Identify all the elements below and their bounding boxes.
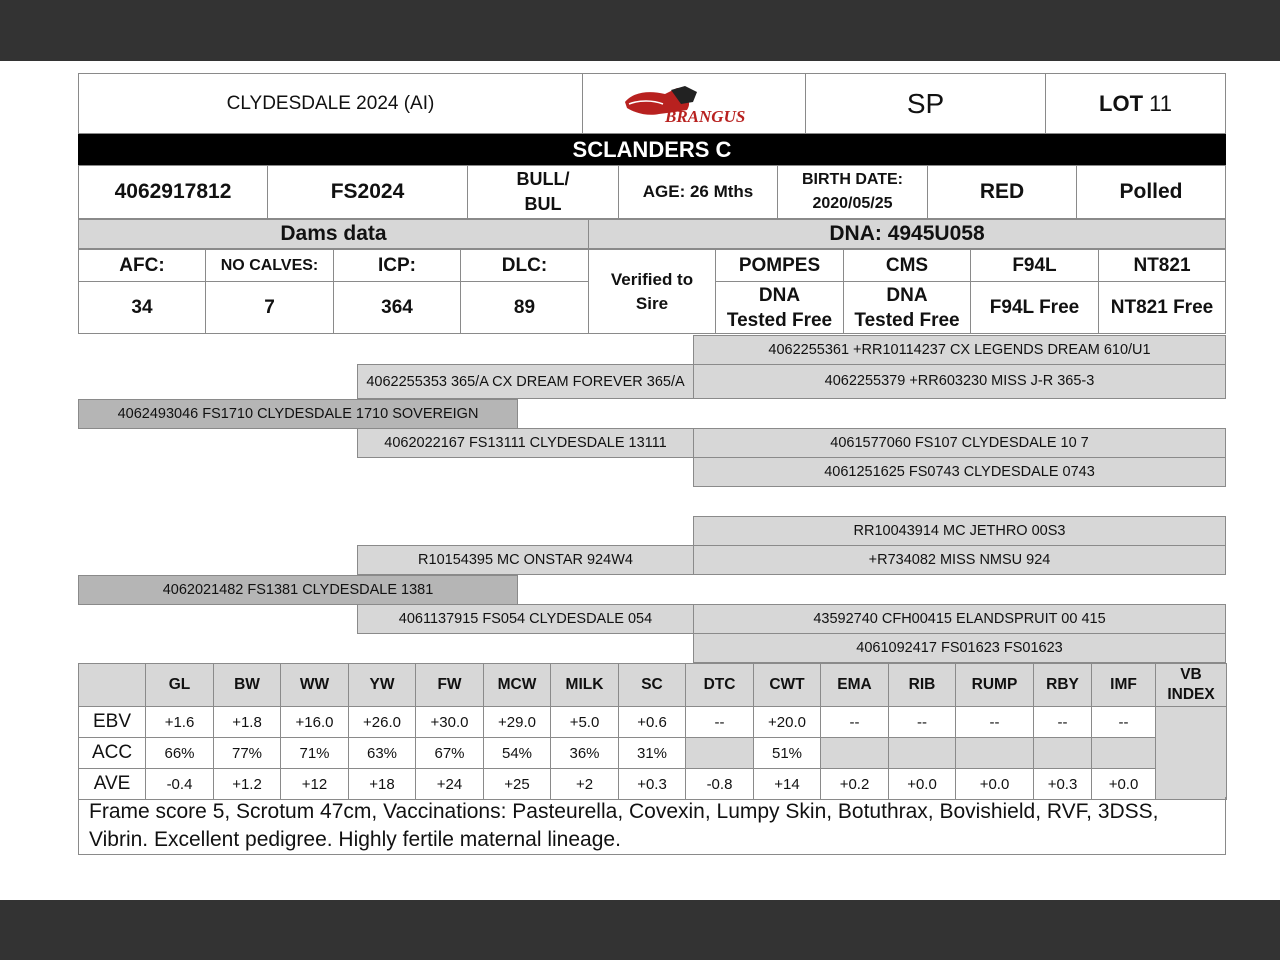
pedigree-dam-dam-dam: 4061092417 FS01623 FS01623 (693, 633, 1226, 663)
acc-cell-empty (1092, 738, 1156, 769)
ave-cell: +2 (551, 769, 619, 800)
ebv-column-header: DTC (686, 664, 754, 707)
nt821-header: NT821 (1098, 249, 1226, 282)
no-calves-value: 7 (205, 281, 334, 334)
ebv-column-header: CWT (754, 664, 821, 707)
nt821-result: NT821 Free (1098, 281, 1226, 334)
ebv-column-header: FW (416, 664, 484, 707)
icp-header: ICP: (333, 249, 461, 282)
pedigree-dam-dam-sire: 43592740 CFH00415 ELANDSPRUIT 00 415 (693, 604, 1226, 634)
acc-cell: 54% (484, 738, 551, 769)
ave-cell: +0.2 (821, 769, 889, 800)
vb-index-value (1156, 707, 1227, 800)
acc-cell: 63% (349, 738, 416, 769)
ebv-cell: +16.0 (281, 707, 349, 738)
ebv-column-header: MCW (484, 664, 551, 707)
ebv-cell: -- (1092, 707, 1156, 738)
ebv-column-header: RIB (889, 664, 956, 707)
pedigree-sire-dam: 4062022167 FS13111 CLYDESDALE 13111 (357, 428, 694, 458)
ave-cell: +0.0 (889, 769, 956, 800)
pedigree-dam-sire-dam: +R734082 MISS NMSU 924 (693, 545, 1226, 575)
ebv-column-header: RBY (1034, 664, 1092, 707)
birth-date: 2020/05/25 (812, 195, 893, 212)
ave-cell: +25 (484, 769, 551, 800)
acc-cell-empty (956, 738, 1034, 769)
ebv-header-row (79, 664, 1227, 707)
ebv-column-header: MILK (551, 664, 619, 707)
dlc-header: DLC: (460, 249, 589, 282)
afc-value: 34 (78, 281, 206, 334)
logo-text: BRANGUS (665, 106, 746, 126)
sex-line1: BULL/ (516, 169, 570, 189)
top-bar (0, 0, 1280, 61)
ebv-column-header: GL (146, 664, 214, 707)
dna-title: DNA: 4945U058 (588, 219, 1226, 249)
pompes-header: POMPES (715, 249, 844, 282)
ave-cell: +0.0 (1092, 769, 1156, 800)
ebv-column-header: IMF (1092, 664, 1156, 707)
row-label: ACC (79, 738, 146, 769)
ebv-cell: +20.0 (754, 707, 821, 738)
ebv-cell: -- (889, 707, 956, 738)
sex-line2: BUL (524, 194, 562, 214)
vb-index-line1: VB (1180, 666, 1202, 683)
acc-cell: 31% (619, 738, 686, 769)
pompes-result-line2: Tested Free (726, 309, 833, 331)
ebv-column-header: BW (214, 664, 281, 707)
cms-result-line1: DNA (886, 284, 928, 306)
afc-header: AFC: (78, 249, 206, 282)
age: AGE: 26 Mths (618, 165, 778, 219)
brangus-logo-icon (619, 80, 769, 128)
pompes-result-line1: DNA (758, 284, 801, 306)
ebv-column-header: SC (619, 664, 686, 707)
pompes-result (715, 281, 844, 334)
acc-cell: 71% (281, 738, 349, 769)
acc-cell-empty (686, 738, 754, 769)
ebv-cell: -- (821, 707, 889, 738)
ave-cell: +0.3 (1034, 769, 1092, 800)
ebv-column-header: RUMP (956, 664, 1034, 707)
ebv-column-header: WW (281, 664, 349, 707)
ebv-table (78, 663, 1227, 800)
pedigree-sire-sire: 4062255353 365/A CX DREAM FOREVER 365/A (357, 364, 694, 399)
verified-line1: Verified to (610, 269, 694, 289)
dlc-value: 89 (460, 281, 589, 334)
lot-cell (1045, 73, 1226, 134)
ebv-cell: +0.6 (619, 707, 686, 738)
pedigree-dam: 4062021482 FS1381 CLYDESDALE 1381 (78, 575, 518, 605)
ave-row (79, 769, 1227, 800)
herd-code: FS2024 (267, 165, 468, 219)
ebv-row (79, 707, 1227, 738)
ave-cell: -0.4 (146, 769, 214, 800)
ebv-cell: -- (956, 707, 1034, 738)
notes-text: Frame score 5, Scrotum 47cm, Vaccinations: Pasteurella, Covexin, Lumpy Skin, Botuthrax, Bovishield, RVF, 3DSS, Vibrin. Excellent pedigree. Highly fertile maternal lineage. (78, 797, 1226, 855)
sex-cell (467, 165, 619, 219)
verified-line2: Sire (635, 293, 669, 313)
f94l-header: F94L (970, 249, 1099, 282)
ebv-cell: -- (1034, 707, 1092, 738)
acc-cell: 67% (416, 738, 484, 769)
acc-cell: 77% (214, 738, 281, 769)
acc-cell: 36% (551, 738, 619, 769)
acc-cell: 51% (754, 738, 821, 769)
pedigree-dam-sire: R10154395 MC ONSTAR 924W4 (357, 545, 694, 575)
pedigree-sire-sire-sire: 4062255361 +RR10114237 CX LEGENDS DREAM 610/U1 (693, 335, 1226, 365)
ave-cell: -0.8 (686, 769, 754, 800)
ebv-cell: +26.0 (349, 707, 416, 738)
bottom-bar (0, 900, 1280, 960)
pedigree-sire-dam-sire: 4061577060 FS107 CLYDESDALE 10 7 (693, 428, 1226, 458)
ebv-cell: +30.0 (416, 707, 484, 738)
f94l-result: F94L Free (970, 281, 1099, 334)
vb-index-header (1156, 664, 1227, 707)
birth-date-label: BIRTH DATE: (801, 171, 904, 188)
colour: RED (927, 165, 1077, 219)
acc-row (79, 738, 1227, 769)
ebv-cell: +1.8 (214, 707, 281, 738)
ave-cell: +24 (416, 769, 484, 800)
ebv-cell: +1.6 (146, 707, 214, 738)
ebv-cell: -- (686, 707, 754, 738)
pedigree-sire-dam-dam: 4061251625 FS0743 CLYDESDALE 0743 (693, 457, 1226, 487)
animal-id: 4062917812 (78, 165, 268, 219)
verified-to-sire (588, 249, 716, 334)
ave-cell: +1.2 (214, 769, 281, 800)
dams-data-title: Dams data (78, 219, 589, 249)
acc-cell-empty (821, 738, 889, 769)
ebv-column-header: YW (349, 664, 416, 707)
acc-cell-empty (889, 738, 956, 769)
acc-cell: 66% (146, 738, 214, 769)
cms-result-line2: Tested Free (854, 309, 960, 331)
pedigree-sire-sire-dam: 4062255379 +RR603230 MISS J-R 365-3 (693, 364, 1226, 399)
pedigree-dam-sire-sire: RR10043914 MC JETHRO 00S3 (693, 516, 1226, 546)
ave-cell: +18 (349, 769, 416, 800)
cms-header: CMS (843, 249, 971, 282)
row-label: EBV (79, 707, 146, 738)
breed-code: SP (805, 73, 1046, 134)
ave-cell: +12 (281, 769, 349, 800)
horn-status: Polled (1076, 165, 1226, 219)
ave-cell: +0.3 (619, 769, 686, 800)
ave-cell: +0.0 (956, 769, 1034, 800)
pedigree-dam-dam: 4061137915 FS054 CLYDESDALE 054 (357, 604, 694, 634)
no-calves-header: NO CALVES: (205, 249, 334, 282)
pedigree-sire: 4062493046 FS1710 CLYDESDALE 1710 SOVEREIGN (78, 399, 518, 429)
icp-value: 364 (333, 281, 461, 334)
ebv-column-header: EMA (821, 664, 889, 707)
ebv-corner-cell (79, 664, 146, 707)
ave-cell: +14 (754, 769, 821, 800)
brangus-logo (582, 73, 806, 134)
birth-date-cell (777, 165, 928, 219)
acc-cell-empty (1034, 738, 1092, 769)
animal-name: SCLANDERS C (78, 134, 1226, 165)
ebv-cell: +29.0 (484, 707, 551, 738)
row-label: AVE (79, 769, 146, 800)
sale-title: CLYDESDALE 2024 (AI) (78, 73, 583, 134)
vb-index-line2: INDEX (1167, 686, 1215, 703)
lot-number: 11 (1149, 90, 1172, 116)
ebv-cell: +5.0 (551, 707, 619, 738)
lot-label: LOT (1099, 90, 1144, 116)
cms-result (843, 281, 971, 334)
